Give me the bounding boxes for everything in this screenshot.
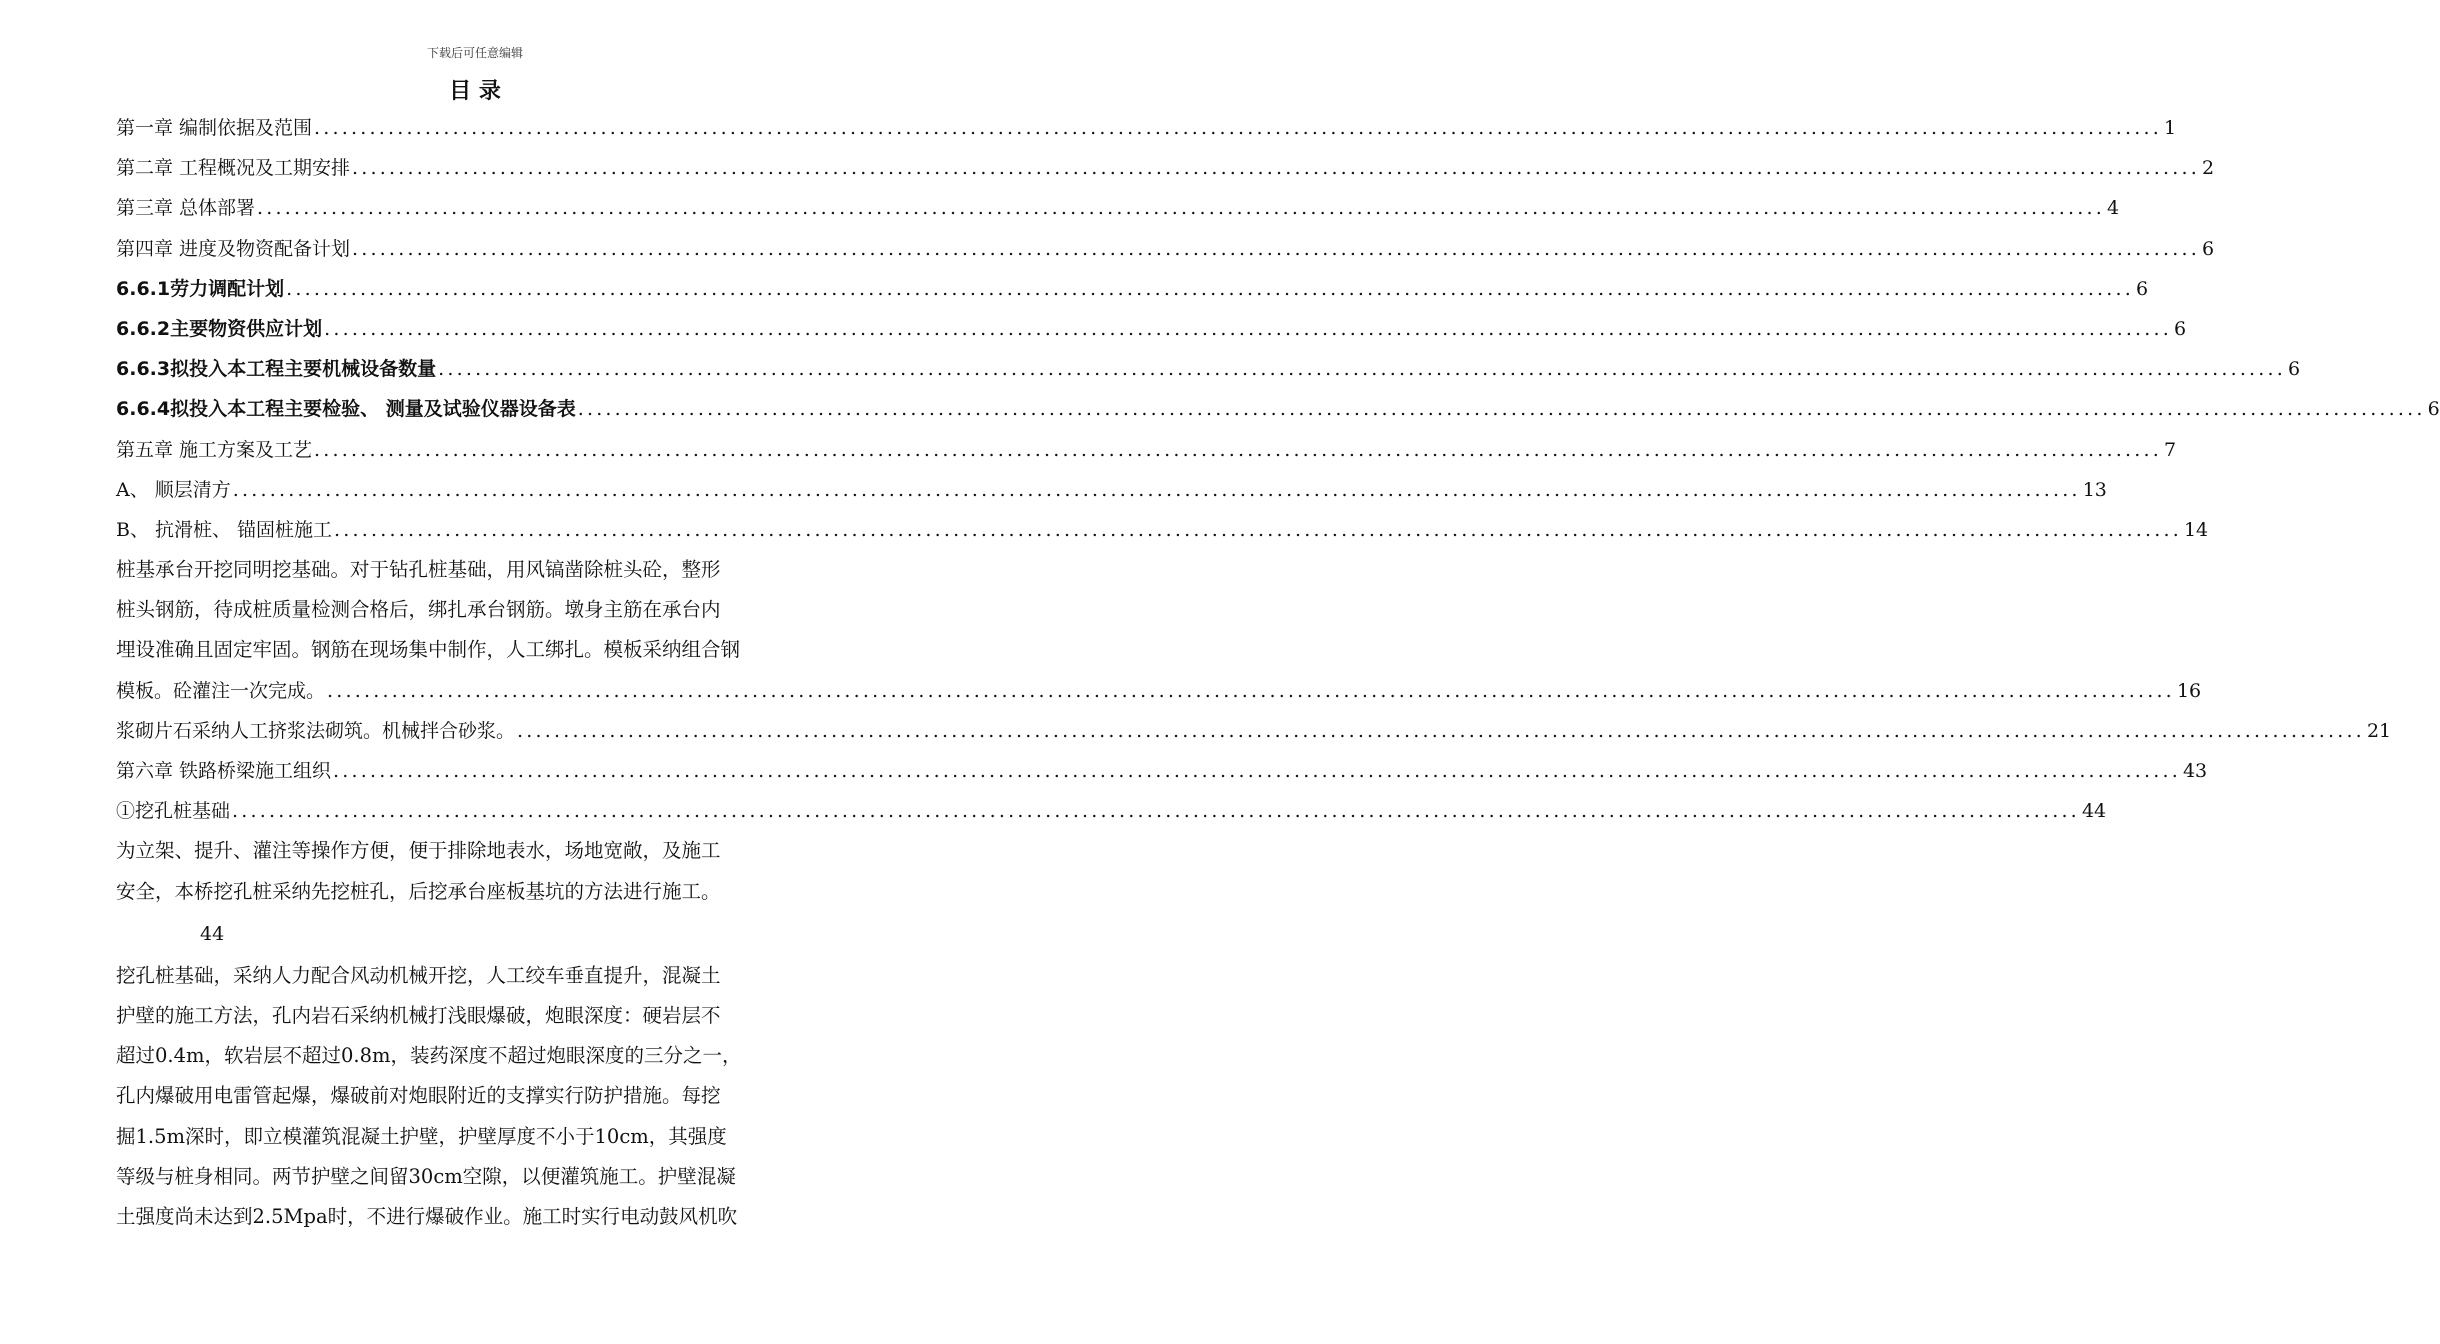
toc-entry-page: 13 <box>2082 478 2107 501</box>
paragraph-line: 挖孔桩基础，采纳人力配合风动机械开挖，人工绞车垂直提升，混凝土 <box>116 963 721 987</box>
toc-entry-page: 1 <box>2163 117 2177 139</box>
paragraph-line: 土强度尚未达到2.5Mpa时，不进行爆破作业。施工时实行电动鼓风机吹 <box>116 1204 738 1228</box>
toc-list-continued <box>116 671 2392 832</box>
toc-entry-label: 第四章 进度及物资配备计划 <box>116 237 351 260</box>
toc-list <box>116 108 2440 550</box>
paragraph-line: 桩基承台开挖同明挖基础。对于钻孔桩基础，用风镐凿除桩头砼，整形 <box>116 558 721 582</box>
paragraph-line: 为立架、提升、灌注等操作方便，便于排除地表水，场地宽敞，及施工 <box>116 839 721 863</box>
toc-entry[interactable] <box>116 148 2215 188</box>
toc-leader-dots: ........................................................................................................................................................................................................ <box>286 277 2135 300</box>
toc-entry[interactable] <box>116 229 2215 269</box>
toc-entry-page: 14 <box>2183 518 2209 541</box>
toc-leader-dots: ........................................................................................................................................................................................................ <box>327 679 2175 702</box>
toc-entry-page: 7 <box>2163 438 2177 461</box>
toc-entry[interactable] <box>116 470 2107 510</box>
toc-entry-label: 第三章 总体部署 <box>116 197 256 220</box>
paragraph-drilling-setup <box>116 831 838 911</box>
paragraph-line: 安全，本桥挖孔桩采纳先挖桩孔，后挖承台座板基坑的方法进行施工。 <box>116 879 721 903</box>
toc-entry[interactable] <box>116 349 2301 389</box>
toc-entry-label: A、 顺层清方 <box>116 478 231 501</box>
toc-entry[interactable] <box>116 108 2177 148</box>
toc-entry-page: 16 <box>2176 679 2202 702</box>
toc-leader-dots: ........................................................................................................................................................................................................ <box>232 800 2080 823</box>
toc-entry-label: 6.6.2主要物资供应计划 <box>116 317 323 340</box>
toc-leader-dots: ........................................................................................................................................................................................................ <box>517 719 2365 742</box>
toc-leader-dots: ........................................................................................................................................................................................................ <box>334 518 2182 541</box>
toc-entry-page: 21 <box>2366 719 2392 742</box>
paragraph-line: 埋设准确且固定牢固。钢筋在现场集中制作，人工绑扎。模板采纳组合钢 <box>116 638 741 662</box>
toc-entry-label: 第二章 工程概况及工期安排 <box>116 157 351 180</box>
paragraph-line: 护壁的施工方法，孔内岩石采纳机械打浅眼爆破，炮眼深度：硬岩层不 <box>116 1003 721 1027</box>
toc-entry-page: 6 <box>2427 398 2440 421</box>
toc-entry[interactable] <box>116 430 2177 470</box>
toc-entry[interactable] <box>116 389 2440 429</box>
toc-leader-dots: ........................................................................................................................................................................................................ <box>352 157 2200 180</box>
toc-entry[interactable] <box>116 309 2187 349</box>
toc-entry[interactable] <box>116 791 2107 831</box>
toc-entry[interactable] <box>116 671 2202 711</box>
toc-entry-page: 43 <box>2182 760 2208 782</box>
paragraph-line: 掘1.5m深时，即立模灌筑混凝土护壁，护壁厚度不小于10cm，其强度 <box>116 1124 727 1148</box>
toc-entry[interactable] <box>116 751 2208 791</box>
toc-leader-dots: ........................................................................................................................................................................................................ <box>232 478 2081 501</box>
paragraph-excavation-method <box>116 956 838 1237</box>
toc-body <box>116 108 2440 1237</box>
toc-entry-label: 第五章 施工方案及工艺 <box>116 438 313 461</box>
toc-entry[interactable] <box>116 711 2392 751</box>
toc-entry-page: 44 <box>2081 800 2107 823</box>
toc-entry-page: 6 <box>2136 277 2149 300</box>
paragraph-line: 等级与桩身相同。两节护壁之间留30cm空隙，以便灌筑施工。护壁混凝 <box>116 1164 736 1188</box>
toc-entry-page: 2 <box>2201 157 2215 180</box>
toc-leader-dots: ........................................................................................................................................................................................................ <box>314 438 2162 461</box>
paragraph-line: 桩头钢筋，待成桩质量检测合格后，绑扎承台钢筋。墩身主筋在承台内 <box>116 598 721 622</box>
toc-leader-dots: ........................................................................................................................................................................................................ <box>438 358 2287 381</box>
toc-entry-label: 6.6.4拟投入本工程主要检验、 测量及试验仪器设备表 <box>116 398 576 421</box>
toc-leader-dots: ........................................................................................................................................................................................................ <box>324 317 2173 340</box>
paragraph-line: 孔内爆破用电雷管起爆，爆破前对炮眼附近的支撑实行防护措施。每挖 <box>116 1084 721 1108</box>
toc-entry-label: B、 抗滑桩、 锚固桩施工 <box>116 518 333 541</box>
paragraph-line: 超过0.4m，软岩层不超过0.8m，装药深度不超过炮眼深度的三分之一， <box>116 1044 742 1068</box>
toc-entry-label: 第一章 编制依据及范围 <box>116 117 313 139</box>
toc-entry-label: 浆砌片石采纳人工挤浆法砌筑。机械拌合砂浆。 <box>116 719 516 742</box>
toc-entry[interactable] <box>116 269 2149 309</box>
toc-title: 目 录 <box>449 78 501 104</box>
toc-entry-page: 6 <box>2201 237 2215 260</box>
toc-entry-page: 6 <box>2288 358 2301 381</box>
toc-entry[interactable] <box>116 188 2120 228</box>
toc-entry-page: 6 <box>2174 317 2187 340</box>
toc-entry-label: 第六章 铁路桥梁施工组织 <box>116 760 332 782</box>
toc-entry-label: 6.6.3拟投入本工程主要机械设备数量 <box>116 358 437 381</box>
toc-leader-dots: ........................................................................................................................................................................................................ <box>577 398 2426 421</box>
toc-leader-dots: ........................................................................................................................................................................................................ <box>257 197 2105 220</box>
paragraph-pile-cap <box>116 550 838 671</box>
page-header: 下载后可任意编辑 <box>426 46 523 60</box>
toc-leader-dots: ........................................................................................................................................................................................................ <box>352 237 2200 260</box>
toc-entry-page: 4 <box>2106 197 2120 220</box>
toc-entry[interactable] <box>116 510 2209 550</box>
toc-entry-label: 6.6.1劳力调配计划 <box>116 277 285 300</box>
toc-leader-dots: ........................................................................................................................................................................................................ <box>314 117 2162 139</box>
toc-entry-label: 模板。砼灌注一次完成。 <box>116 679 326 702</box>
paragraph-page-number: 44 <box>200 922 225 945</box>
toc-entry-label: ①挖孔桩基础 <box>116 800 231 823</box>
toc-leader-dots: ........................................................................................................................................................................................................ <box>333 760 2181 782</box>
